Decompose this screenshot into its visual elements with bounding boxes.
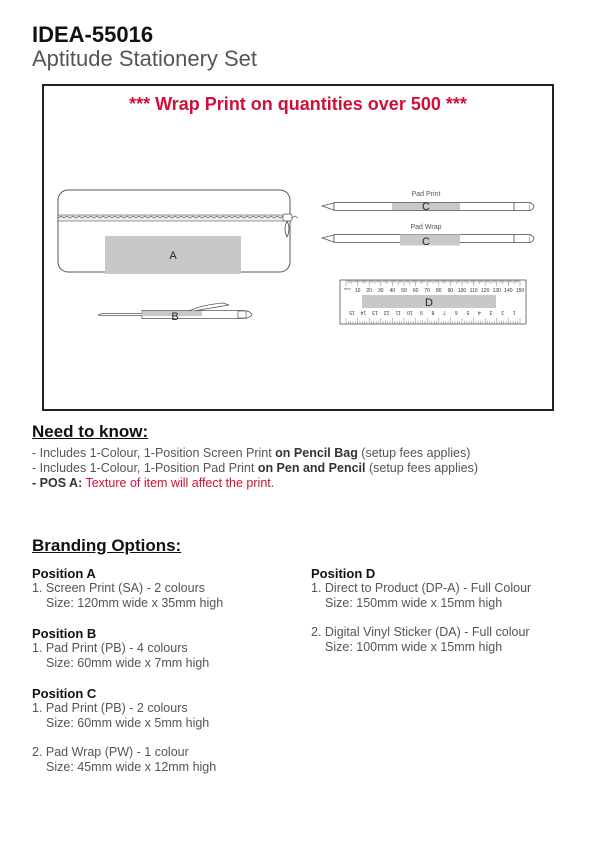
position-title: Position A — [32, 566, 96, 581]
ruler-number: 130 — [492, 288, 501, 294]
product-illustration — [44, 86, 552, 409]
ruler-number: 30 — [378, 288, 384, 294]
ruler-number: 11 — [395, 309, 401, 315]
option-size: Size: 100mm wide x 15mm high — [325, 640, 503, 654]
illustration-frame — [42, 84, 554, 411]
ruler-number: 100 — [457, 288, 467, 294]
ruler-number: 10 — [407, 309, 413, 315]
ruler-number: 120 — [481, 288, 490, 294]
need-to-know-line: - Includes 1-Colour, 1-Position Screen Print on Pencil Bag (setup fees applies) — [32, 446, 471, 460]
product-code: IDEA-55016 — [32, 22, 154, 47]
pad-wrap-label: Pad Wrap — [410, 224, 442, 231]
need-to-know-line: - Includes 1-Colour, 1-Position Pad Print on Pen and Pencil (setup fees applies) — [32, 461, 479, 475]
ruler-number: 10 — [354, 288, 361, 294]
ruler-number: 13 — [372, 309, 378, 315]
label-d: D — [425, 297, 433, 309]
position-c-group — [32, 686, 223, 775]
option-line: 1. Direct to Product (DP-A) - Full Colour — [311, 581, 532, 595]
option-size: Size: 120mm wide x 35mm high — [46, 596, 224, 610]
ruler-number: 4 — [478, 309, 481, 315]
option-line: 1. Pad Print (PB) - 2 colours — [32, 701, 188, 715]
ruler-top-numbers — [355, 288, 525, 294]
ruler-number: 1 — [512, 309, 516, 315]
option-size: Size: 60mm wide x 7mm high — [46, 656, 210, 670]
ruler-bottom-numbers — [349, 309, 516, 315]
position-title: Position B — [32, 626, 97, 641]
ruler-number: 20 — [366, 288, 372, 294]
option-line: 2. Pad Wrap (PW) - 1 colour — [32, 745, 189, 759]
ruler-number: 90 — [447, 288, 454, 294]
ruler-number: 7 — [443, 309, 446, 315]
option-size: Size: 150mm wide x 15mm high — [325, 596, 503, 610]
label-a: A — [169, 250, 177, 262]
position-title: Position D — [311, 566, 376, 581]
ruler-number: 9 — [420, 309, 423, 315]
option-size: Size: 45mm wide x 12mm high — [46, 760, 217, 774]
need-to-know-heading: Need to know: — [32, 422, 149, 441]
ruler-number: 5 — [466, 309, 470, 315]
ruler-number: 50 — [401, 288, 407, 294]
ruler-number: 8 — [431, 309, 435, 315]
pencil-bag-drawing — [58, 190, 298, 274]
wrap-print-note: *** Wrap Print on quantities over 500 *** — [129, 94, 467, 114]
ruler-number: 140 — [504, 288, 513, 294]
ruler-number: 150 — [515, 288, 525, 294]
position-title: Position C — [32, 686, 97, 701]
ruler-number: 14 — [360, 309, 367, 315]
ruler-number: 40 — [389, 288, 396, 294]
ruler-number: 60 — [412, 288, 419, 294]
option-line: 1. Screen Print (SA) - 2 colours — [32, 581, 205, 595]
ruler-number: 70 — [424, 288, 430, 294]
branding-right-column — [311, 566, 531, 670]
position-d-group — [311, 566, 531, 655]
ruler-number: 2 — [501, 309, 504, 315]
ruler-number: 12 — [383, 309, 390, 315]
ruler-number: 110 — [469, 288, 478, 294]
option-line: 1. Pad Print (PB) - 4 colours — [32, 641, 188, 655]
label-b: B — [171, 311, 179, 323]
option-size: Size: 60mm wide x 5mm high — [46, 716, 210, 730]
need-to-know-list — [32, 446, 478, 491]
ruler-number: 3 — [489, 309, 493, 315]
print-area-c2 — [400, 235, 460, 246]
label-c1: C — [422, 201, 430, 213]
ruler-number: 15 — [349, 309, 355, 315]
option-line: 2. Digital Vinyl Sticker (DA) - Full colour — [311, 625, 530, 639]
ruler-number: 80 — [436, 288, 442, 294]
branding-left-column — [32, 566, 223, 790]
branding-options-heading: Branding Options: — [32, 536, 182, 555]
ruler-drawing — [340, 280, 526, 324]
pad-print-label: Pad Print — [411, 191, 441, 198]
ruler-number: 6 — [454, 309, 458, 315]
position-b-group — [32, 626, 223, 671]
product-name: Aptitude Stationery Set — [32, 46, 258, 71]
label-c2: C — [422, 236, 430, 248]
need-to-know-warning: - POS A: Texture of item will affect the print. — [32, 476, 275, 490]
ruler-unit-label: mm — [344, 286, 351, 291]
position-a-group — [32, 566, 223, 611]
